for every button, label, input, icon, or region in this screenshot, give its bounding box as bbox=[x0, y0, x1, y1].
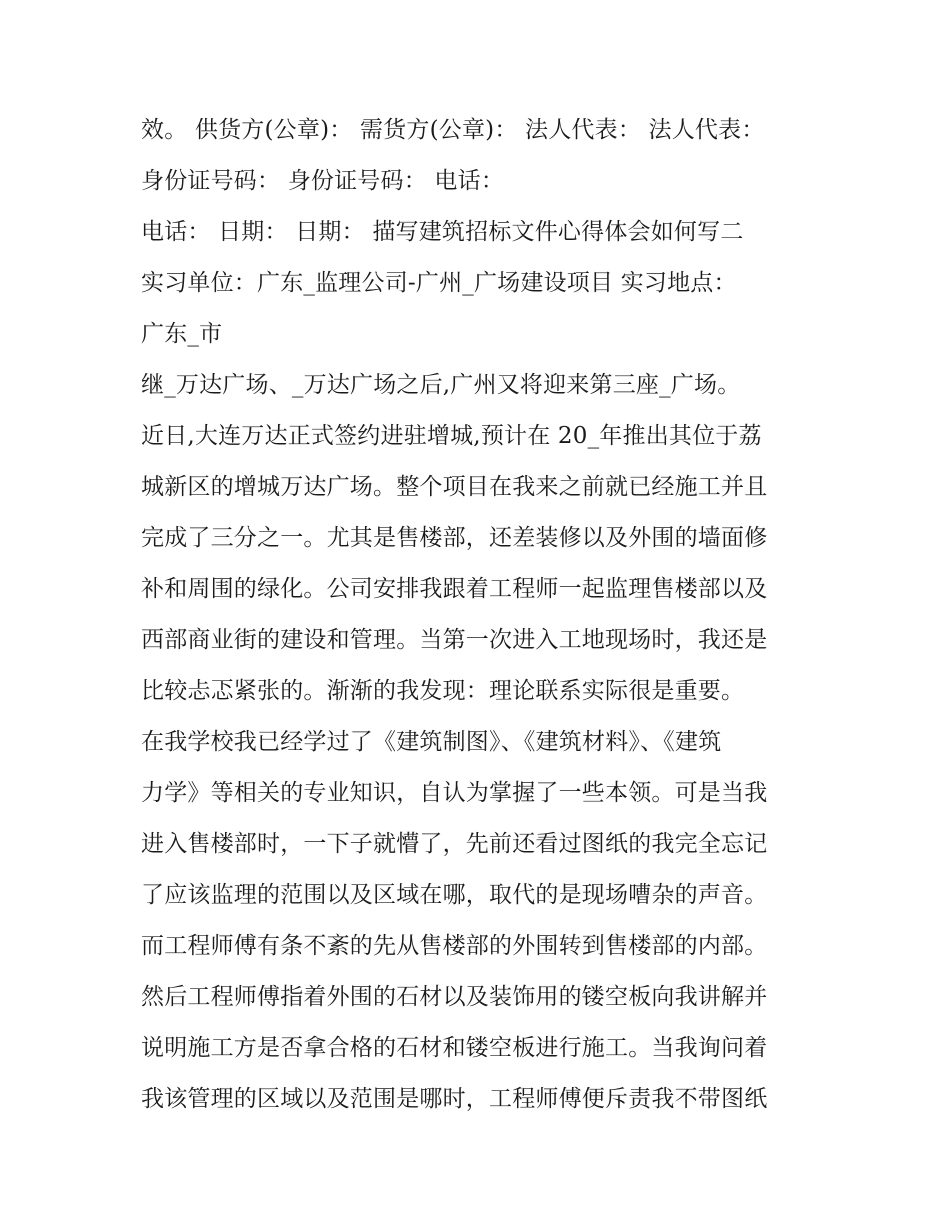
text-line: 我该管理的区域以及范围是哪时，工程师傅便斥责我不带图纸 bbox=[141, 1086, 768, 1112]
text-line: 在我学校我已经学过了《建筑制图》、《建筑材料》、《建筑 bbox=[141, 729, 722, 755]
text-line: 继_万达广场、_万达广场之后,广州又将迎来第三座_广场。 bbox=[141, 372, 741, 398]
text-line: 补和周围的绿化。公司安排我跟着工程师一起监理售楼部以及 bbox=[141, 576, 768, 602]
text-line: 说明施工方是否拿合格的石材和镂空板进行施工。当我询问着 bbox=[141, 1035, 768, 1061]
text-line: 身份证号码： 身份证号码： 电话： bbox=[141, 168, 505, 194]
text-line: 西部商业街的建设和管理。当第一次进入工地现场时，我还是 bbox=[141, 627, 768, 653]
text-line: 进入售楼部时，一下子就懵了，先前还看过图纸的我完全忘记 bbox=[141, 831, 768, 857]
text-line: 比较忐忑紧张的。渐渐的我发现：理论联系实际很是重要。 bbox=[141, 678, 745, 704]
text-line: 力学》等相关的专业知识，自认为掌握了一些本领。可是当我 bbox=[141, 780, 768, 806]
text-line: 而工程师傅有条不紊的先从售楼部的外围转到售楼部的内部。 bbox=[141, 933, 768, 959]
text-line: 然后工程师傅指着外围的石材以及装饰用的镂空板向我讲解并 bbox=[141, 984, 768, 1010]
text-line: 完成了三分之一。尤其是售楼部，还差装修以及外围的墙面修 bbox=[141, 525, 768, 551]
text-line: 效。 供货方(公章)： 需货方(公章)： 法人代表： 法人代表： bbox=[141, 117, 765, 143]
text-line: 城新区的增城万达广场。整个项目在我来之前就已经施工并且 bbox=[141, 474, 768, 500]
text-line: 电话： 日期： 日期： 描写建筑招标文件心得体会如何写二 bbox=[141, 219, 744, 245]
text-line: 实习单位：广东_监理公司-广州_广场建设项目 实习地点： bbox=[141, 270, 737, 296]
text-line: 近日,大连万达正式签约进驻增城,预计在 20_年推出其位于荔 bbox=[141, 423, 762, 449]
text-line: 了应该监理的范围以及区域在哪，取代的是现场嘈杂的声音。 bbox=[141, 882, 768, 908]
text-line: 广东_市 bbox=[141, 321, 223, 347]
document-body bbox=[141, 105, 821, 1125]
